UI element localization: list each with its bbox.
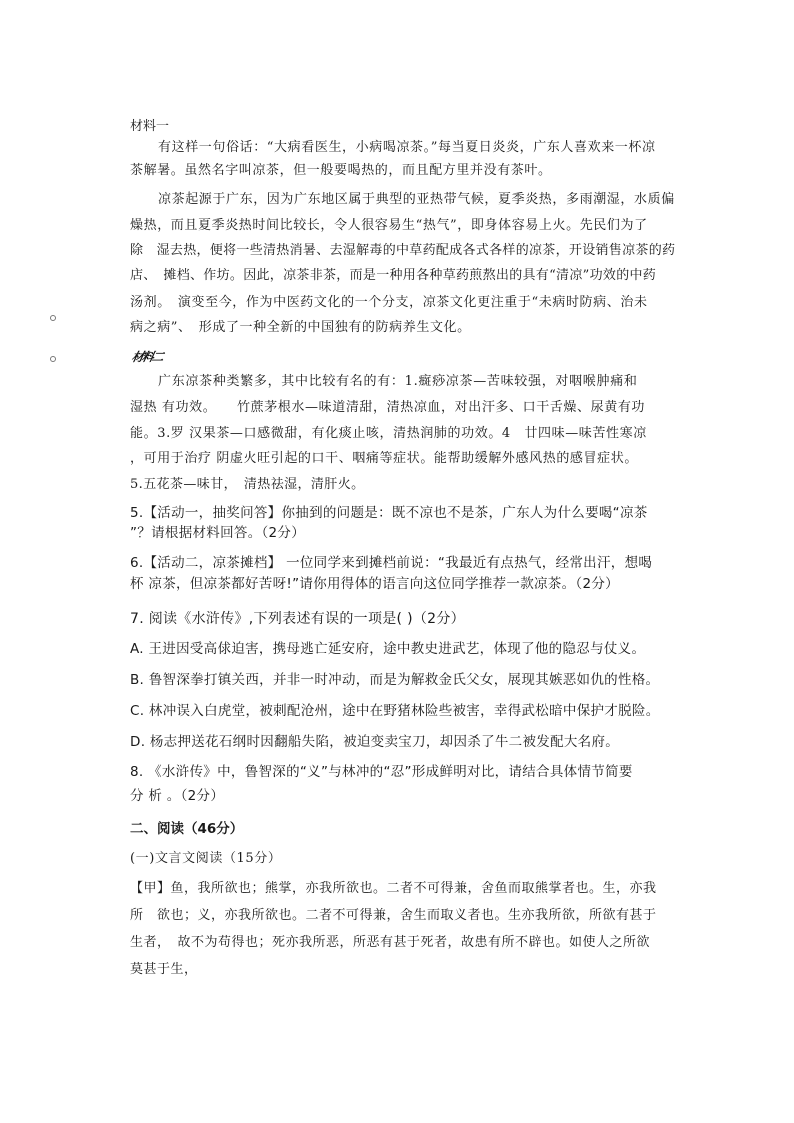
classical-text-line: 【甲】鱼，我所欲也；熊掌，亦我所欲也。二者不可得兼，舍鱼而取熊掌者也。生，亦我 <box>130 881 657 896</box>
margin-dot-1 <box>50 315 56 321</box>
question-5-continued: ”？请根据材料回答。（2分） <box>130 525 306 541</box>
margin-dot-2 <box>50 356 56 362</box>
material-1-line: 病之病”、 形成了一种全新的中国独有的防病养生文化。 <box>130 320 471 335</box>
question-7: 7. 阅读《水浒传》,下列表述有误的一项是( )（2分） <box>130 611 465 627</box>
section-2-subheading: (一)文言文阅读（15分） <box>130 851 282 866</box>
question-5: 5.【活动一，抽奖问答】你抽到的问题是：既不凉也不是茶，广东人为什么要喝“凉茶 <box>130 505 648 521</box>
material-1-line: 店、 摊档、作坊。因此，凉茶非茶，而是一种用各种草药煎熬出的具有“清凉”功效的中药 <box>130 268 657 283</box>
material-1-line: 燥热，而且夏季炎热时间比较长，令人很容易生“热气”，即身体容易上火。先民们为了 <box>130 218 648 233</box>
question-8: 8. 《水浒传》中，鲁智深的“义”与林冲的“忍”形成鲜明对比，请结合具体情节简要 <box>130 764 633 780</box>
material-1-line: 有这样一句俗话：“大病看医生，小病喝凉茶。”每当夏日炎炎，广东人喜欢来一杯凉 <box>158 140 656 155</box>
question-7-option-b: B. 鲁智深拳打镇关西，并非一时冲动，而是为解救金氏父女，展现其嫉恶如仇的性格。 <box>130 672 660 688</box>
question-6: 6.【活动二，凉茶摊档】 一位同学来到摊档前说：“我最近有点热气，经常出汗，想喝 <box>130 555 653 571</box>
question-7-option-d: D. 杨志押送花石纲时因翻船失陷，被迫变卖宝刀，却因杀了牛二被发配大名府。 <box>130 734 620 750</box>
material-2-label: 材料二 <box>130 350 164 364</box>
question-7-option-a: A. 王进因受高俅迫害，携母逃亡延安府，途中教史进武艺，体现了他的隐忍与仗义。 <box>130 641 646 657</box>
material-1-line: 汤剂。 演变至今，作为中医药文化的一个分支，凉茶文化更注重于“未病时防病、治未 <box>130 295 648 310</box>
question-8-continued: 分 析 。（2分） <box>130 788 225 804</box>
material-2-line: 湿热 有功效。 竹蔗茅根水—味道清甜，清热凉血，对出汗多、口干舌燥、尿黄有功 <box>130 400 646 415</box>
classical-text-line: 所 欲也；义，亦我所欲也。二者不可得兼，舍生而取义者也。生亦我所欲，所欲有甚于 <box>130 908 657 923</box>
material-2-line: 能。3.罗 汉果茶—口感微甜，有化痰止咳，清热润肺的功效。4 廿四味—味苦性寒凉 <box>130 426 647 441</box>
material-1-line: 茶解暑。虽然名字叫凉茶，但一般要喝热的，而且配方里并没有茶叶。 <box>130 163 552 178</box>
material-1-line: 凉茶起源于广东，因为广东地区属于典型的亚热带气候，夏季炎热，多雨潮湿，水质偏 <box>158 192 675 207</box>
classical-text-line: 莫甚于生， <box>130 962 198 977</box>
material-2-line: ，可用于治疗 阴虚火旺引起的口干、咽痛等症状。能帮助缓解外感风热的感冒症状。 <box>130 451 638 466</box>
material-2-line: 广东凉茶种类繁多，其中比较有名的有：1.癍痧凉茶—苦味较强，对咽喉肿痛和 <box>158 374 638 389</box>
question-7-option-c: C. 林冲误入白虎堂，被刺配沧州，途中在野猪林险些被害，幸得武松暗中保护才脱险。 <box>130 703 660 719</box>
material-1-line: 除 湿去热，便将一些清热消暑、去湿解毒的中草药配成各式各样的凉茶，开设销售凉茶的药 <box>130 243 676 258</box>
material-2-line: 5.五花茶—味甘， 清热祛湿，清肝火。 <box>130 477 365 492</box>
classical-text-line: 生者， 故不为苟得也；死亦我所恶，所恶有甚于死者，故患有所不辟也。如使人之所欲 <box>130 935 651 950</box>
question-6-continued: 杯 凉茶，但凉茶都好苦呀!”请你用得体的语言向这位同学推荐一款凉茶。（2分） <box>130 576 619 592</box>
material-1-label: 材料一 <box>130 119 170 134</box>
section-2-heading: 二、阅读（46分） <box>130 821 244 837</box>
